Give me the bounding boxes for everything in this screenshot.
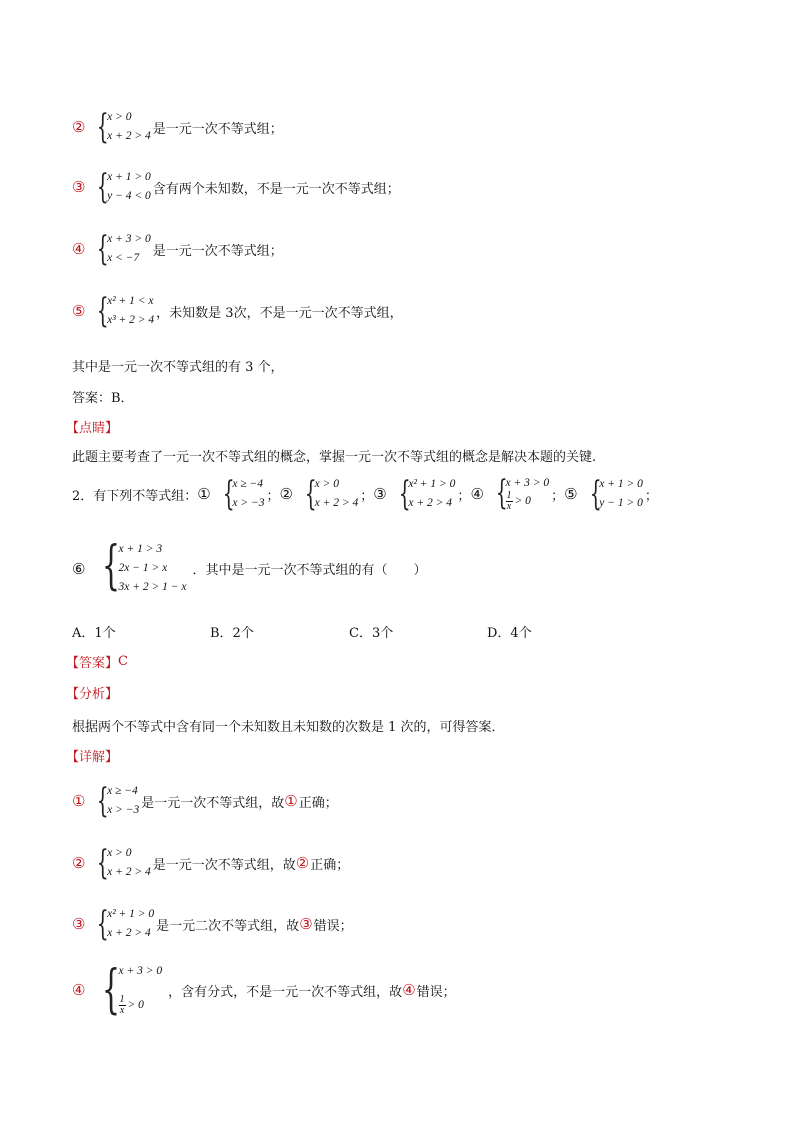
- solution-item-5: [72, 291, 403, 331]
- system-row: x + 3 > 0: [118, 965, 163, 977]
- choice-a: A．1个: [72, 626, 116, 641]
- system-row-fraction: [506, 491, 550, 512]
- inequality-system: [87, 107, 151, 147]
- circled-ref: ①: [284, 792, 298, 810]
- system-row: x > −3: [232, 497, 265, 509]
- choice-b: B．2个: [210, 626, 254, 641]
- system-row: x + 1 > 0: [599, 478, 643, 490]
- system-row: x² + 1 > 0: [408, 478, 456, 490]
- item-text: 含有两个未知数，不是一元一次不等式组；: [152, 181, 400, 197]
- inequality-system: [87, 781, 140, 821]
- system-row: x + 2 > 4: [107, 927, 151, 939]
- system-row: x < −7: [107, 252, 140, 264]
- detail-text: 正确；: [298, 795, 338, 811]
- brace-icon: {: [97, 167, 110, 207]
- inequality-system: [213, 474, 265, 514]
- question-2-option-6: [72, 536, 427, 597]
- circled-number: ④: [470, 485, 484, 503]
- question-2-stem: [72, 473, 658, 514]
- system-row: x + 2 > 4: [107, 130, 151, 142]
- inequality-system: [87, 229, 151, 269]
- system-row: x + 3 > 0: [107, 233, 151, 245]
- detail-text: ，含有分式，不是一元一次不等式组，故: [168, 984, 403, 1000]
- inequality-system: [87, 536, 187, 597]
- separator: ；: [644, 488, 658, 504]
- system-row: x > 0: [107, 847, 132, 859]
- inequality-system: [580, 474, 643, 514]
- system-row: y − 1 > 0: [599, 497, 643, 509]
- answer-label: 【答案】: [66, 656, 119, 671]
- answer-value: C: [118, 654, 128, 669]
- dianjing-title: 【点睛】: [66, 421, 119, 436]
- choice-d: D．4个: [487, 626, 532, 641]
- separator: ；: [457, 488, 471, 504]
- fraction-numerator: 1: [506, 490, 512, 501]
- choices-row: [72, 622, 532, 641]
- solution-item-3: [72, 167, 400, 207]
- inequality-system: [486, 473, 550, 513]
- detail-text: 是一元一次不等式组，故: [152, 857, 296, 873]
- system-row: x + 2 > 4: [107, 866, 151, 878]
- circled-number: ①: [197, 485, 211, 503]
- detail-text: 错误；: [416, 984, 456, 1000]
- circled-number: ⑤: [72, 302, 86, 320]
- system-row: x³ + 2 > 4: [107, 314, 155, 326]
- circled-ref: ④: [402, 981, 416, 999]
- brace-icon: {: [102, 536, 121, 596]
- solution-item-4: [72, 229, 283, 269]
- circled-number: ③: [72, 915, 86, 933]
- system-row: x² + 1 > 0: [107, 908, 155, 920]
- answer-text: 答案：B．: [72, 391, 134, 406]
- item-text: 是一元一次不等式组；: [152, 243, 283, 259]
- fraction-tail: > 0: [127, 999, 144, 1012]
- question-prefix: 2．有下列不等式组：: [72, 488, 198, 504]
- brace-icon: {: [97, 843, 110, 883]
- circled-number: ⑤: [564, 485, 578, 503]
- detail-text: 是一元二次不等式组，故: [156, 918, 300, 934]
- circled-number: ①: [72, 792, 86, 810]
- circled-number: ②: [72, 854, 86, 872]
- brace-icon: {: [589, 474, 602, 514]
- brace-icon: {: [97, 904, 110, 944]
- fraction-denominator: x: [119, 1005, 125, 1016]
- circled-number: ④: [72, 981, 86, 999]
- solution-item-2: [72, 107, 283, 147]
- system-row: x + 2 > 4: [408, 497, 452, 509]
- dianjing-text: 此题主要考查了一元一次不等式组的概念，掌握一元一次不等式组的概念是解决本题的关键.: [72, 450, 597, 465]
- system-row: y − 4 < 0: [107, 190, 151, 202]
- brace-icon: {: [97, 291, 110, 331]
- brace-icon: {: [97, 229, 110, 269]
- inequality-system: [389, 474, 456, 514]
- system-row: x + 1 > 3: [118, 543, 163, 555]
- circled-number: ③: [373, 485, 387, 503]
- system-row: x² + 1 < x: [107, 295, 154, 307]
- fraction-denominator: x: [506, 501, 512, 512]
- circled-ref: ②: [295, 854, 310, 872]
- separator: ；: [360, 488, 374, 504]
- fraction-tail: > 0: [514, 495, 531, 508]
- system-row: 2x − 1 > x: [118, 562, 168, 574]
- brace-icon: {: [222, 474, 235, 514]
- item-text: ，未知数是 3次，不是一元一次不等式组，: [156, 305, 403, 321]
- circled-number: ③: [72, 178, 86, 196]
- detail-item-1: [72, 781, 338, 821]
- circled-number: ④: [72, 240, 86, 258]
- fraction-numerator: 1: [119, 994, 125, 1005]
- system-row: x + 3 > 0: [505, 477, 550, 489]
- circled-ref: ③: [299, 915, 313, 933]
- item-text: 是一元一次不等式组；: [152, 121, 283, 137]
- detail-text: 正确；: [310, 857, 350, 873]
- inequality-system: [87, 291, 155, 331]
- detail-title: 【详解】: [66, 750, 119, 765]
- inequality-system: [87, 904, 155, 944]
- system-row: x > 0: [314, 478, 339, 490]
- analysis-text: 根据两个不等式中含有同一个未知数且未知数的次数是 1 次的，可得答案．: [72, 720, 505, 735]
- brace-icon: {: [97, 781, 110, 821]
- system-row: x ≥ −4: [107, 785, 138, 797]
- detail-text: 是一元一次不等式组，故: [141, 795, 285, 811]
- detail-item-3: [72, 904, 353, 944]
- system-row: 3x + 2 > 1 − x: [118, 581, 187, 593]
- choice-c: C．3个: [349, 626, 394, 641]
- brace-icon: {: [97, 107, 110, 147]
- circled-number: ⑥: [72, 559, 86, 578]
- inequality-system: [295, 474, 359, 514]
- analysis-title: 【分析】: [66, 687, 119, 702]
- circled-number: ②: [279, 485, 293, 503]
- brace-icon: {: [398, 474, 411, 514]
- brace-icon: {: [495, 473, 508, 513]
- question-stem-tail: ．其中是一元一次不等式组的有（ ）: [192, 563, 427, 578]
- circled-number: ②: [72, 118, 86, 136]
- summary-text: 其中是一元一次不等式组的有 3 个，: [72, 360, 284, 375]
- inequality-system: [87, 960, 163, 1020]
- system-row: x + 2 > 4: [314, 497, 359, 509]
- system-row: x ≥ −4: [232, 478, 264, 490]
- detail-text: 错误；: [313, 918, 353, 934]
- inequality-system: [87, 167, 151, 207]
- system-row: x > 0: [107, 111, 132, 123]
- detail-item-2: [72, 843, 350, 883]
- answer-2: [66, 652, 128, 671]
- inequality-system: [87, 843, 151, 883]
- system-row: x + 1 > 0: [107, 171, 151, 183]
- brace-icon: {: [304, 474, 317, 514]
- detail-item-4: [72, 960, 456, 1020]
- separator: ；: [266, 488, 280, 504]
- system-row-fraction: [119, 995, 163, 1016]
- separator: ；: [551, 488, 565, 504]
- brace-icon: {: [102, 960, 121, 1020]
- system-row: x > −3: [107, 804, 140, 816]
